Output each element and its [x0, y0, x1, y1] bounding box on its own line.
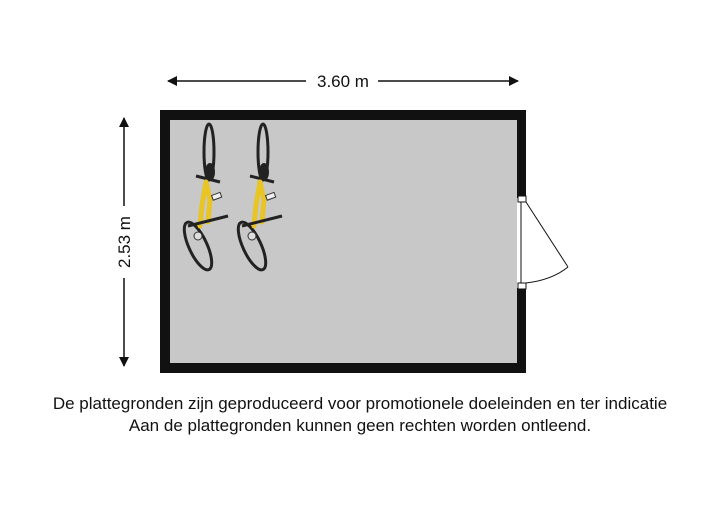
door-swing-arc [526, 267, 568, 283]
bicycle-hub [248, 232, 256, 240]
door-jamb-top [518, 196, 526, 202]
bicycle-saddle [205, 163, 215, 181]
door-leaf [526, 202, 568, 267]
bicycle-saddle [259, 163, 269, 181]
door-jamb-bottom [518, 283, 526, 289]
disclaimer-line-1: De plattegronden zijn geproduceerd voor promotionele doeleinden en ter indicatie [52, 394, 668, 413]
disclaimer-line-2: Aan de plattegronden kunnen geen rechten worden ontleend. [128, 416, 592, 435]
door-opening [517, 198, 528, 288]
depth-dimension [115, 118, 134, 366]
depth-label: 2.53 m [115, 216, 134, 268]
room-floor [170, 120, 517, 363]
bicycle-hub [194, 232, 202, 240]
width-label: 3.60 m [317, 72, 369, 91]
width-dimension [168, 72, 518, 91]
door-swing-icon [517, 196, 568, 289]
